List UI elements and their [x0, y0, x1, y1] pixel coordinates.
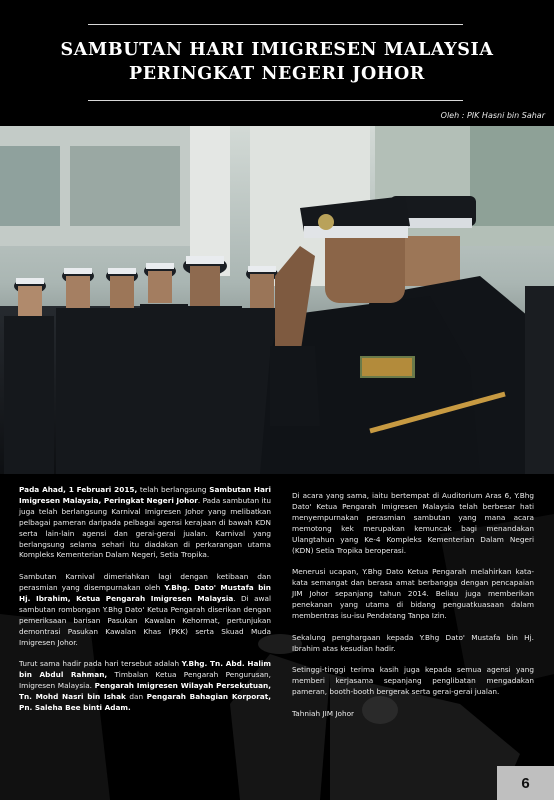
bottom-rule [88, 100, 463, 101]
article-title [0, 38, 554, 86]
left-paragraph-3: Turut sama hadir pada hari tersebut adalah Y.Bhg. Tn. Abd. Halim bin Abdul Rahman, Timbalan Ketua Pengarah Pengurusan, Imigresen Malaysia. Pengarah Imigresen Wilayah Persekutuan, Tn. Mohd Nasri bin Ishak dan Pengarah Bahagian Korporat, Pn. Saleha Bee binti Adam. [19, 659, 271, 713]
right-paragraph-2: Menerusi ucapan, Y.Bhg Dato Ketua Pengarah melahirkan kata-kata semangat dan berasa amat berbangga dengan pencapaian JIM Johor sepanjang tahun 2014. Beliau juga memberikan penekanan yang utama di bidang penguatkuasaan dalam membentras isu-isu Pendatang Tanpa Izin. [292, 567, 534, 620]
left-paragraph-1: Pada Ahad, 1 Februari 2015, telah berlangsung Sambutan Hari Imigresen Malaysia, Peringkat Negeri Johor. Pada sambutan itu juga telah berlangsung Karnival Imigresen Johor yang melibatkan pelbagai pameran daripada pelbagai agensi kerajaan di bawah KDN serta lain-lain agensi dan gerai-gerai jualan. Karnival yang berlangsung selama sehari itu diadakan di perkarangan utama Kompleks Kementerian Dalam Negeri, Setia Tropika. [19, 485, 271, 560]
right-paragraph-4: Setinggi-tinggi terima kasih juga kepada semua agensi yang memberi kerjasama sepanjang penglibatan mengadakan pameran, booth-booth bergerak serta gerai-gerai jualan. [292, 665, 534, 697]
left-column [19, 485, 271, 725]
left-paragraph-2: Sambutan Karnival dimeriahkan lagi dengan ketibaan dan perasmian yang disempurnakan oleh Y.Bhg. Dato' Mustafa bin Hj. Ibrahim, Ketua Pengarah Imigresen Malaysia. Di awal sambutan rombongan Y.Bhg Dato' Ketua Pengarah diserikan dengan pemeriksaan barisan Pasukan Kawalan Kehormat, pertunjukan demontrasi Pasukan Kawalan Khas (PKK) serta Skuad Muda Imigresen Johor. [19, 572, 272, 647]
title-line-2: PERINGKAT NEGERI JOHOR [129, 64, 425, 84]
right-paragraph-1: Di acara yang sama, iaitu bertempat di Auditorium Aras 6, Y.Bhg Dato' Ketua Pengarah Imigresen Malaysia telah berbesar hati menyempurnakan perasmian sambutan yang mana acara memotong kek merupakan kemuncak bagi menandakan Ulangtahun yang Ke-4 Kompleks Kementerian Dalam Negeri (KDN) Setia Tropika beroperasi. [292, 491, 534, 555]
right-column [292, 491, 534, 731]
page-number: 6 [497, 766, 554, 800]
right-paragraph-5: Tahniah JIM Johor [292, 709, 355, 719]
top-rule [88, 24, 463, 25]
right-paragraph-3: Sekalung penghargaan kepada Y.Bhg Dato' Mustafa bin Hj. Ibrahim atas kesudian hadir. [292, 632, 534, 653]
byline: Oleh : PIK Hasni bin Sahar [440, 111, 545, 120]
photo-officers-saluting [0, 126, 554, 474]
title-line-1: SAMBUTAN HARI IMIGRESEN MALAYSIA [60, 40, 494, 60]
